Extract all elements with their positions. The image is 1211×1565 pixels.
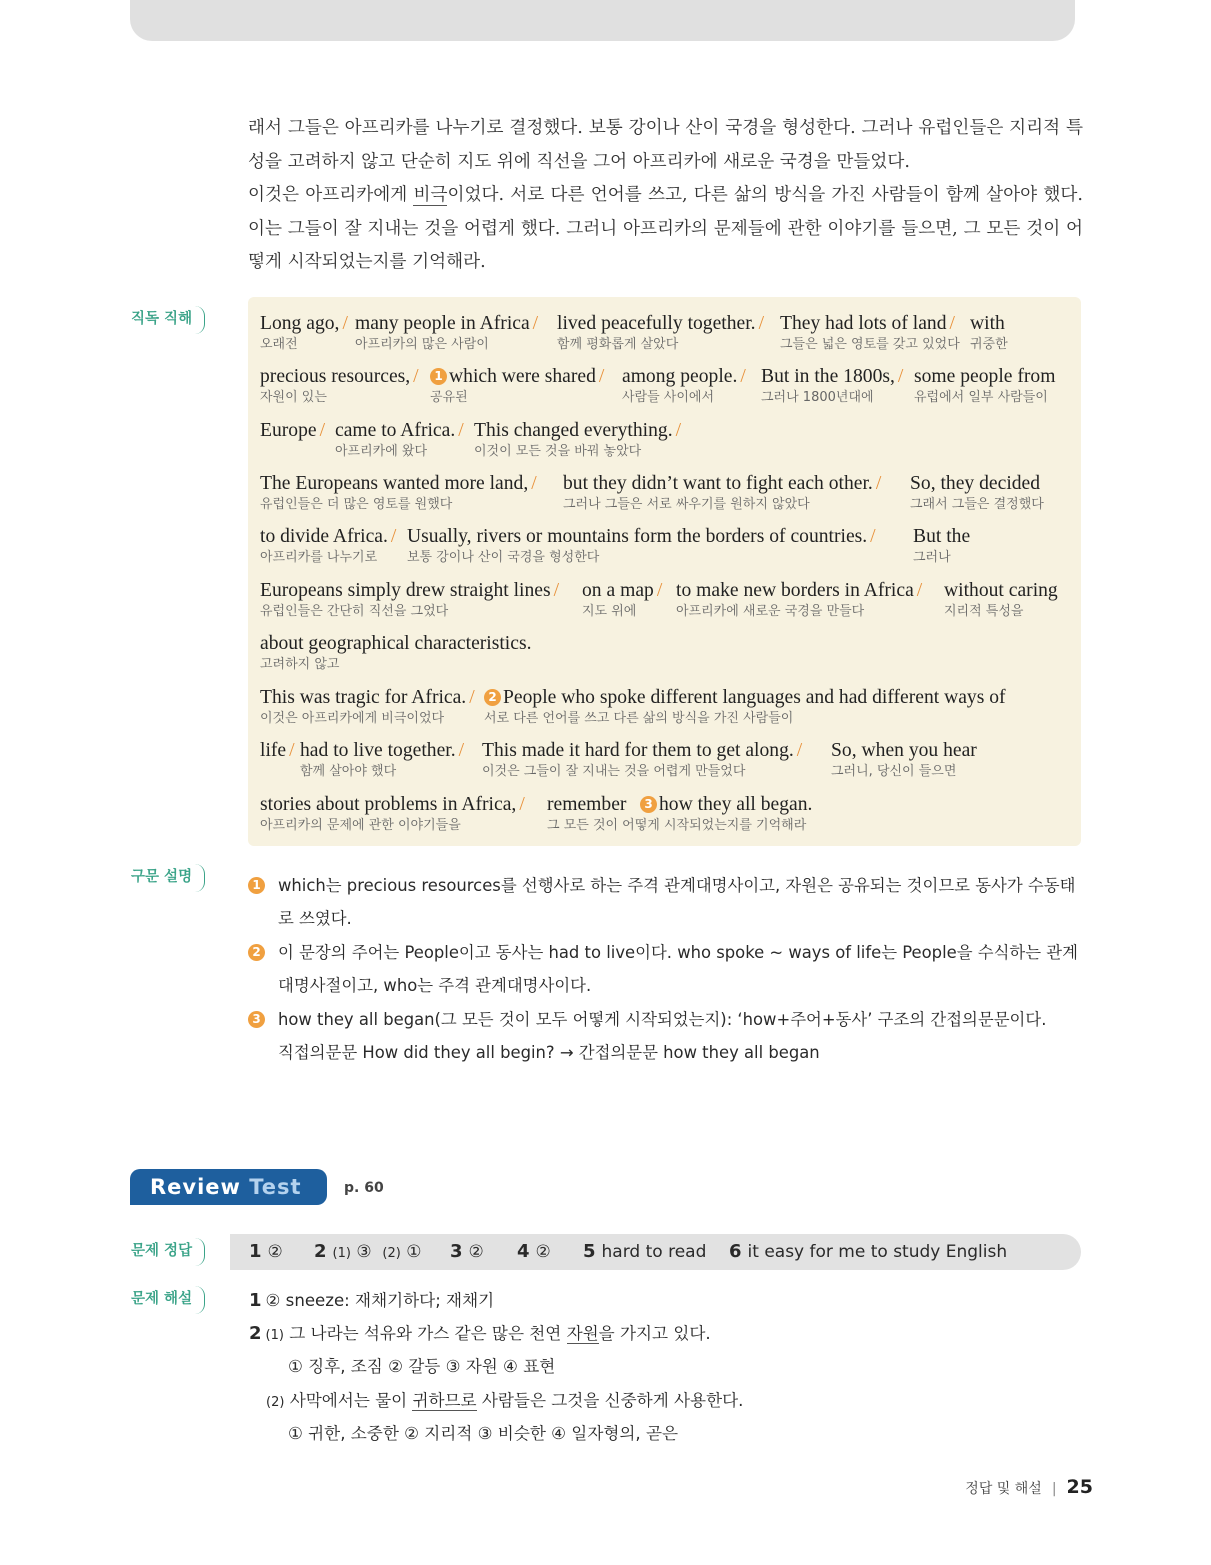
answers-label: 문제 정답 [131, 1238, 205, 1266]
english-text: This changed everything. [474, 420, 673, 441]
reading-chunk [914, 365, 1055, 407]
english-chunk [482, 739, 802, 763]
english-text: Europeans simply drew straight lines [260, 580, 551, 601]
reading-line [260, 632, 1080, 676]
reading-chunk [260, 739, 295, 763]
english-text: which were shared [449, 366, 596, 387]
reading-line [260, 419, 1080, 463]
chunk-slash: / [458, 740, 465, 761]
answer-value: it easy for me to study English [747, 1242, 1008, 1262]
english-text: precious resources, [260, 366, 411, 387]
english-text: This made it hard for them to get along. [482, 740, 794, 761]
question-number: 5 [583, 1241, 596, 1262]
number-badge: 3 [640, 796, 657, 813]
korean-gloss: 사람들 사이에서 [622, 390, 715, 405]
reading-line [260, 739, 1080, 783]
sub-label: (2) [266, 1395, 285, 1410]
english-text: So, when you hear [831, 740, 977, 761]
english-chunk [260, 472, 537, 496]
korean-gloss: 유럽인들은 간단히 직선을 그었다 [260, 604, 449, 619]
reading-chunk [474, 419, 681, 461]
korean-gloss: 오래전 [260, 337, 298, 352]
answer-item [314, 1239, 422, 1267]
korean-gloss: 그러나 1800년대에 [761, 390, 874, 405]
english-text: stories about problems in Africa, [260, 794, 517, 815]
chunk-slash: / [519, 794, 525, 815]
number-badge: 1 [430, 368, 447, 385]
chunk-slash: / [916, 580, 923, 601]
review-test-title [130, 1169, 327, 1205]
question-number: 2 [314, 1241, 327, 1262]
korean-gloss: 함께 살아야 했다 [300, 764, 397, 779]
english-text: People who spoke different languages and had different ways of [503, 687, 1006, 708]
english-chunk [563, 472, 881, 496]
chunk-slash: / [796, 740, 803, 761]
english-text: many people in Africa [355, 313, 530, 334]
korean-gloss: 그러나 [913, 550, 951, 565]
korean-gloss: 보통 강이나 산이 국경을 형성한다 [407, 550, 600, 565]
explanation-text: 사람들은 그것을 신중하게 사용한다. [476, 1391, 744, 1410]
english-text: They had lots of land [780, 313, 947, 334]
explanation-2-1-options: ① 징후, 조짐 ② 갈등 ③ 자원 ④ 표현 [288, 1357, 556, 1376]
korean-translation [248, 112, 1083, 280]
english-chunk [260, 739, 295, 763]
reading-chunk [761, 365, 903, 407]
english-chunk [944, 579, 1058, 603]
question-number: 2 [249, 1323, 262, 1344]
english-text: lived peacefully together. [557, 313, 756, 334]
answer-item [249, 1239, 283, 1265]
reading-chunk [430, 365, 604, 407]
underlined-word: 귀하므로 [412, 1391, 477, 1410]
grammar-text: how they all began(그 모든 것이 모두 어떻게 시작되었는지): ‘how+주어+동사’ 구조의 간접의문문이다. [278, 1009, 1047, 1029]
translation-text: 이것은 아프리카에게 [248, 185, 414, 206]
korean-gloss: 지리적 특성을 [944, 604, 1024, 619]
answer-item [583, 1239, 706, 1265]
korean-gloss: 그래서 그들은 결정했다 [910, 497, 1044, 512]
chunk-slash: / [598, 366, 605, 387]
review-page-ref: p. 60 [344, 1180, 384, 1196]
reading-chunk [355, 312, 538, 354]
number-badge: 2 [248, 944, 265, 961]
korean-gloss: 이것이 모든 것을 바꿔 놓았다 [474, 444, 642, 459]
english-chunk [430, 365, 604, 389]
answer-item [729, 1239, 1007, 1265]
english-text: Long ago, [260, 313, 340, 334]
reading-chunk [335, 419, 464, 461]
sub-label: (1) [332, 1246, 351, 1261]
reading-chunk [484, 686, 1006, 728]
english-text: life [260, 740, 287, 761]
chunk-slash: / [469, 687, 475, 708]
english-chunk [484, 686, 1006, 710]
footer-section: 정답 및 해설 [965, 1481, 1042, 1497]
question-number: 6 [729, 1241, 742, 1262]
english-chunk [910, 472, 1044, 496]
explanation-2-2-options: ① 귀한, 소중한 ② 지리적 ③ 비슷한 ④ 일자형의, 곧은 [288, 1424, 679, 1443]
translation-text: 이었다. 서로 다른 언어를 쓰고, 다른 삶의 방식을 가진 사람들이 함께 살아야 했다. 이는 그들이 잘 지내는 것을 어렵게 했다. 그러니 아프리카의 문제들에 관한 이야기를 들으면, 그 모든 것이 어떻게 시작되었는지를 기억해라. [248, 185, 1083, 273]
reading-chunk [407, 525, 876, 567]
reading-line [260, 525, 1080, 569]
reading-chunk [260, 472, 537, 514]
page-number: 25 [1066, 1476, 1093, 1498]
reading-chunk [676, 579, 922, 621]
reading-line [260, 472, 1080, 516]
korean-gloss: 공유된 [430, 390, 468, 405]
english-chunk [260, 312, 348, 336]
korean-gloss: 아프리카를 나누기로 [260, 550, 378, 565]
korean-gloss: 아프리카에 왔다 [335, 444, 428, 459]
korean-gloss: 아프리카의 문제에 관한 이야기들을 [260, 818, 461, 833]
english-text: But in the 1800s, [761, 366, 895, 387]
reading-line [260, 579, 1080, 623]
chunk-slash: / [342, 313, 348, 334]
review-word: Review [150, 1175, 241, 1199]
question-number: 3 [450, 1241, 463, 1262]
page-footer [965, 1476, 1093, 1498]
number-badge: 3 [248, 1011, 265, 1028]
answer-value: hard to read [601, 1242, 707, 1262]
english-chunk [557, 312, 764, 336]
english-text: among people. [622, 366, 738, 387]
answer-value: ③ [356, 1242, 372, 1262]
korean-gloss: 유럽인들은 더 많은 영토를 원했다 [260, 497, 453, 512]
chunk-slash: / [897, 366, 904, 387]
chunk-slash: / [553, 580, 560, 601]
reading-chunk [482, 739, 802, 781]
english-chunk [260, 793, 525, 817]
reading-chunk [944, 579, 1058, 621]
grammar-note [248, 869, 1083, 936]
question-number: 1 [249, 1241, 262, 1262]
korean-gloss: 자원이 있는 [260, 390, 327, 405]
reading-chunk [970, 312, 1008, 354]
korean-gloss: 그러니, 당신이 들으면 [831, 764, 957, 779]
explanation-2-1 [249, 1321, 711, 1349]
english-text: on a map [582, 580, 654, 601]
chunk-slash: / [870, 526, 876, 547]
korean-gloss: 고려하지 않고 [260, 657, 340, 672]
sub-label: (1) [265, 1328, 284, 1343]
reading-line [260, 312, 1080, 356]
korean-gloss: 이것은 아프리카에게 비극이었다 [260, 711, 445, 726]
reading-chunk [260, 579, 559, 621]
chunk-slash: / [875, 473, 882, 494]
chunk-slash: / [390, 526, 397, 547]
top-banner [130, 0, 1075, 41]
korean-gloss: 아프리카의 많은 사람이 [355, 337, 489, 352]
grammar-note [248, 936, 1083, 1003]
explanation-text: 사막에서는 물이 [289, 1391, 413, 1410]
english-text: to make new borders in Africa [676, 580, 914, 601]
english-chunk [260, 525, 396, 549]
english-text: how they all began. [659, 794, 813, 815]
english-text: So, they decided [910, 473, 1041, 494]
english-chunk [913, 525, 970, 549]
reading-chunk [260, 365, 419, 407]
question-number: 4 [517, 1241, 530, 1262]
chunk-slash: / [740, 366, 746, 387]
english-text: The Europeans wanted more land, [260, 473, 529, 494]
reading-chunk [563, 472, 881, 514]
korean-gloss: 유럽에서 일부 사람들이 [914, 390, 1048, 405]
english-text: Europe [260, 420, 317, 441]
korean-gloss: 그들은 넓은 영토를 갖고 있었다 [780, 337, 960, 352]
english-text: with [970, 313, 1005, 334]
explanation-text: 그 나라는 석유와 가스 같은 많은 천연 [289, 1324, 567, 1343]
explanation-2-2 [266, 1388, 743, 1416]
chunk-slash: / [319, 420, 326, 441]
answer-value: ① [406, 1242, 422, 1262]
number-badge: 2 [484, 689, 501, 706]
english-chunk [260, 365, 419, 389]
english-chunk [640, 793, 812, 817]
english-chunk [761, 365, 903, 389]
reading-chunk [260, 525, 396, 567]
reading-chunk [557, 312, 764, 354]
chunk-slash: / [758, 313, 765, 334]
grammar-notes [248, 869, 1083, 1069]
translation-paragraph-1: 래서 그들은 아프리카를 나누기로 결정했다. 보통 강이나 산이 국경을 형성한다. 그러나 유럽인들은 지리적 특성을 고려하지 않고 단순히 지도 위에 직선을 그어 아프리카에 새로운 국경을 만들었다. [248, 118, 1083, 172]
reading-chunk [260, 419, 325, 443]
english-chunk [335, 419, 464, 443]
test-word: Test [249, 1175, 302, 1199]
reading-chunk [910, 472, 1044, 514]
english-chunk [970, 312, 1008, 336]
english-text: had to live together. [300, 740, 456, 761]
english-chunk [300, 739, 464, 763]
chunk-slash: / [413, 366, 419, 387]
english-chunk [914, 365, 1055, 389]
reading-chunk [831, 739, 977, 781]
english-text: remember [547, 794, 627, 815]
answer-item [450, 1239, 484, 1265]
answer-item [517, 1239, 551, 1265]
explanation-text: ② sneeze: 재채기하다; 재채기 [265, 1291, 495, 1310]
reading-line [260, 365, 1080, 409]
english-chunk [676, 579, 922, 603]
number-badge: 1 [248, 877, 265, 894]
english-chunk [260, 419, 325, 443]
english-chunk [831, 739, 977, 763]
reading-chunk [622, 365, 746, 407]
reading-label: 직독 직해 [131, 306, 205, 334]
english-chunk [622, 365, 746, 389]
grammar-label: 구문 설명 [131, 864, 205, 892]
english-text: This was tragic for Africa. [260, 687, 467, 708]
english-text: Usually, rivers or mountains form the borders of countries. [407, 526, 868, 547]
reading-chunk [260, 793, 525, 835]
chunk-slash: / [949, 313, 955, 334]
english-chunk [260, 632, 531, 656]
question-number: 1 [249, 1290, 262, 1311]
korean-gloss: 이것은 그들이 잘 지내는 것을 어렵게 만들었다 [482, 764, 746, 779]
korean-gloss: 그 모든 것이 어떻게 시작되었는지를 기억해라 [547, 818, 807, 833]
korean-gloss: 함께 평화롭게 살았다 [557, 337, 679, 352]
reading-chunk [780, 312, 960, 354]
grammar-text: 이 문장의 주어는 People이고 동사는 had to live이다. who spoke ~ ways of life는 People을 수식하는 관계대명사절이고, who는 주격 관계대명사이다. [278, 942, 1078, 996]
translation-paragraph-2 [248, 179, 1083, 280]
korean-gloss: 지도 위에 [582, 604, 637, 619]
english-text: came to Africa. [335, 420, 456, 441]
reading-chunk [260, 686, 475, 728]
reading-chunk [640, 793, 812, 817]
korean-gloss: 귀중한 [970, 337, 1008, 352]
english-chunk [474, 419, 681, 443]
reading-line [260, 793, 1080, 837]
english-chunk [355, 312, 538, 336]
footer-separator: | [1051, 1481, 1057, 1497]
korean-gloss: 그러나 그들은 서로 싸우기를 원하지 않았다 [563, 497, 810, 512]
reading-chunk [260, 632, 531, 674]
answer-value: ② [535, 1242, 551, 1262]
chunk-slash: / [458, 420, 464, 441]
explanation-text: 을 가지고 있다. [598, 1324, 711, 1343]
korean-gloss: 아프리카에 새로운 국경을 만들다 [676, 604, 865, 619]
english-chunk [582, 579, 662, 603]
english-chunk [407, 525, 876, 549]
chunk-slash: / [656, 580, 663, 601]
sub-label: (2) [382, 1246, 401, 1261]
reading-chunk [300, 739, 464, 781]
answer-value: ② [468, 1242, 484, 1262]
english-text: without caring [944, 580, 1058, 601]
korean-gloss: 서로 다른 언어를 쓰고 다른 삶의 방식을 가진 사람들이 [484, 711, 794, 726]
grammar-text: 직접의문문 How did they all begin? → 간접의문문 how they all began [278, 1043, 820, 1063]
english-chunk [780, 312, 960, 336]
english-chunk [260, 579, 559, 603]
answer-value: ② [267, 1242, 283, 1262]
grammar-text: which는 precious resources를 선행사로 하는 주격 관계대명사이고, 자원은 공유되는 것이므로 동사가 수동태로 쓰였다. [278, 876, 1076, 929]
reading-chunk [913, 525, 970, 567]
reading-chunk [582, 579, 662, 621]
explanation-label: 문제 해설 [131, 1286, 205, 1314]
reading-line [260, 686, 1080, 730]
english-chunk [260, 686, 475, 710]
chunk-slash: / [532, 313, 539, 334]
chunk-slash: / [289, 740, 295, 761]
english-text: about geographical characteristics. [260, 633, 532, 654]
underlined-word: 비극 [413, 185, 448, 206]
english-text: some people from [914, 366, 1056, 387]
english-text: But the [913, 526, 971, 547]
english-text: but they didn’t want to fight each other. [563, 473, 873, 494]
underlined-word: 자원 [566, 1324, 599, 1343]
chunk-slash: / [531, 473, 537, 494]
reading-chunk [260, 312, 348, 354]
explanation-1 [249, 1288, 494, 1314]
chunk-slash: / [675, 420, 682, 441]
english-text: to divide Africa. [260, 526, 388, 547]
grammar-note [248, 1003, 1083, 1070]
